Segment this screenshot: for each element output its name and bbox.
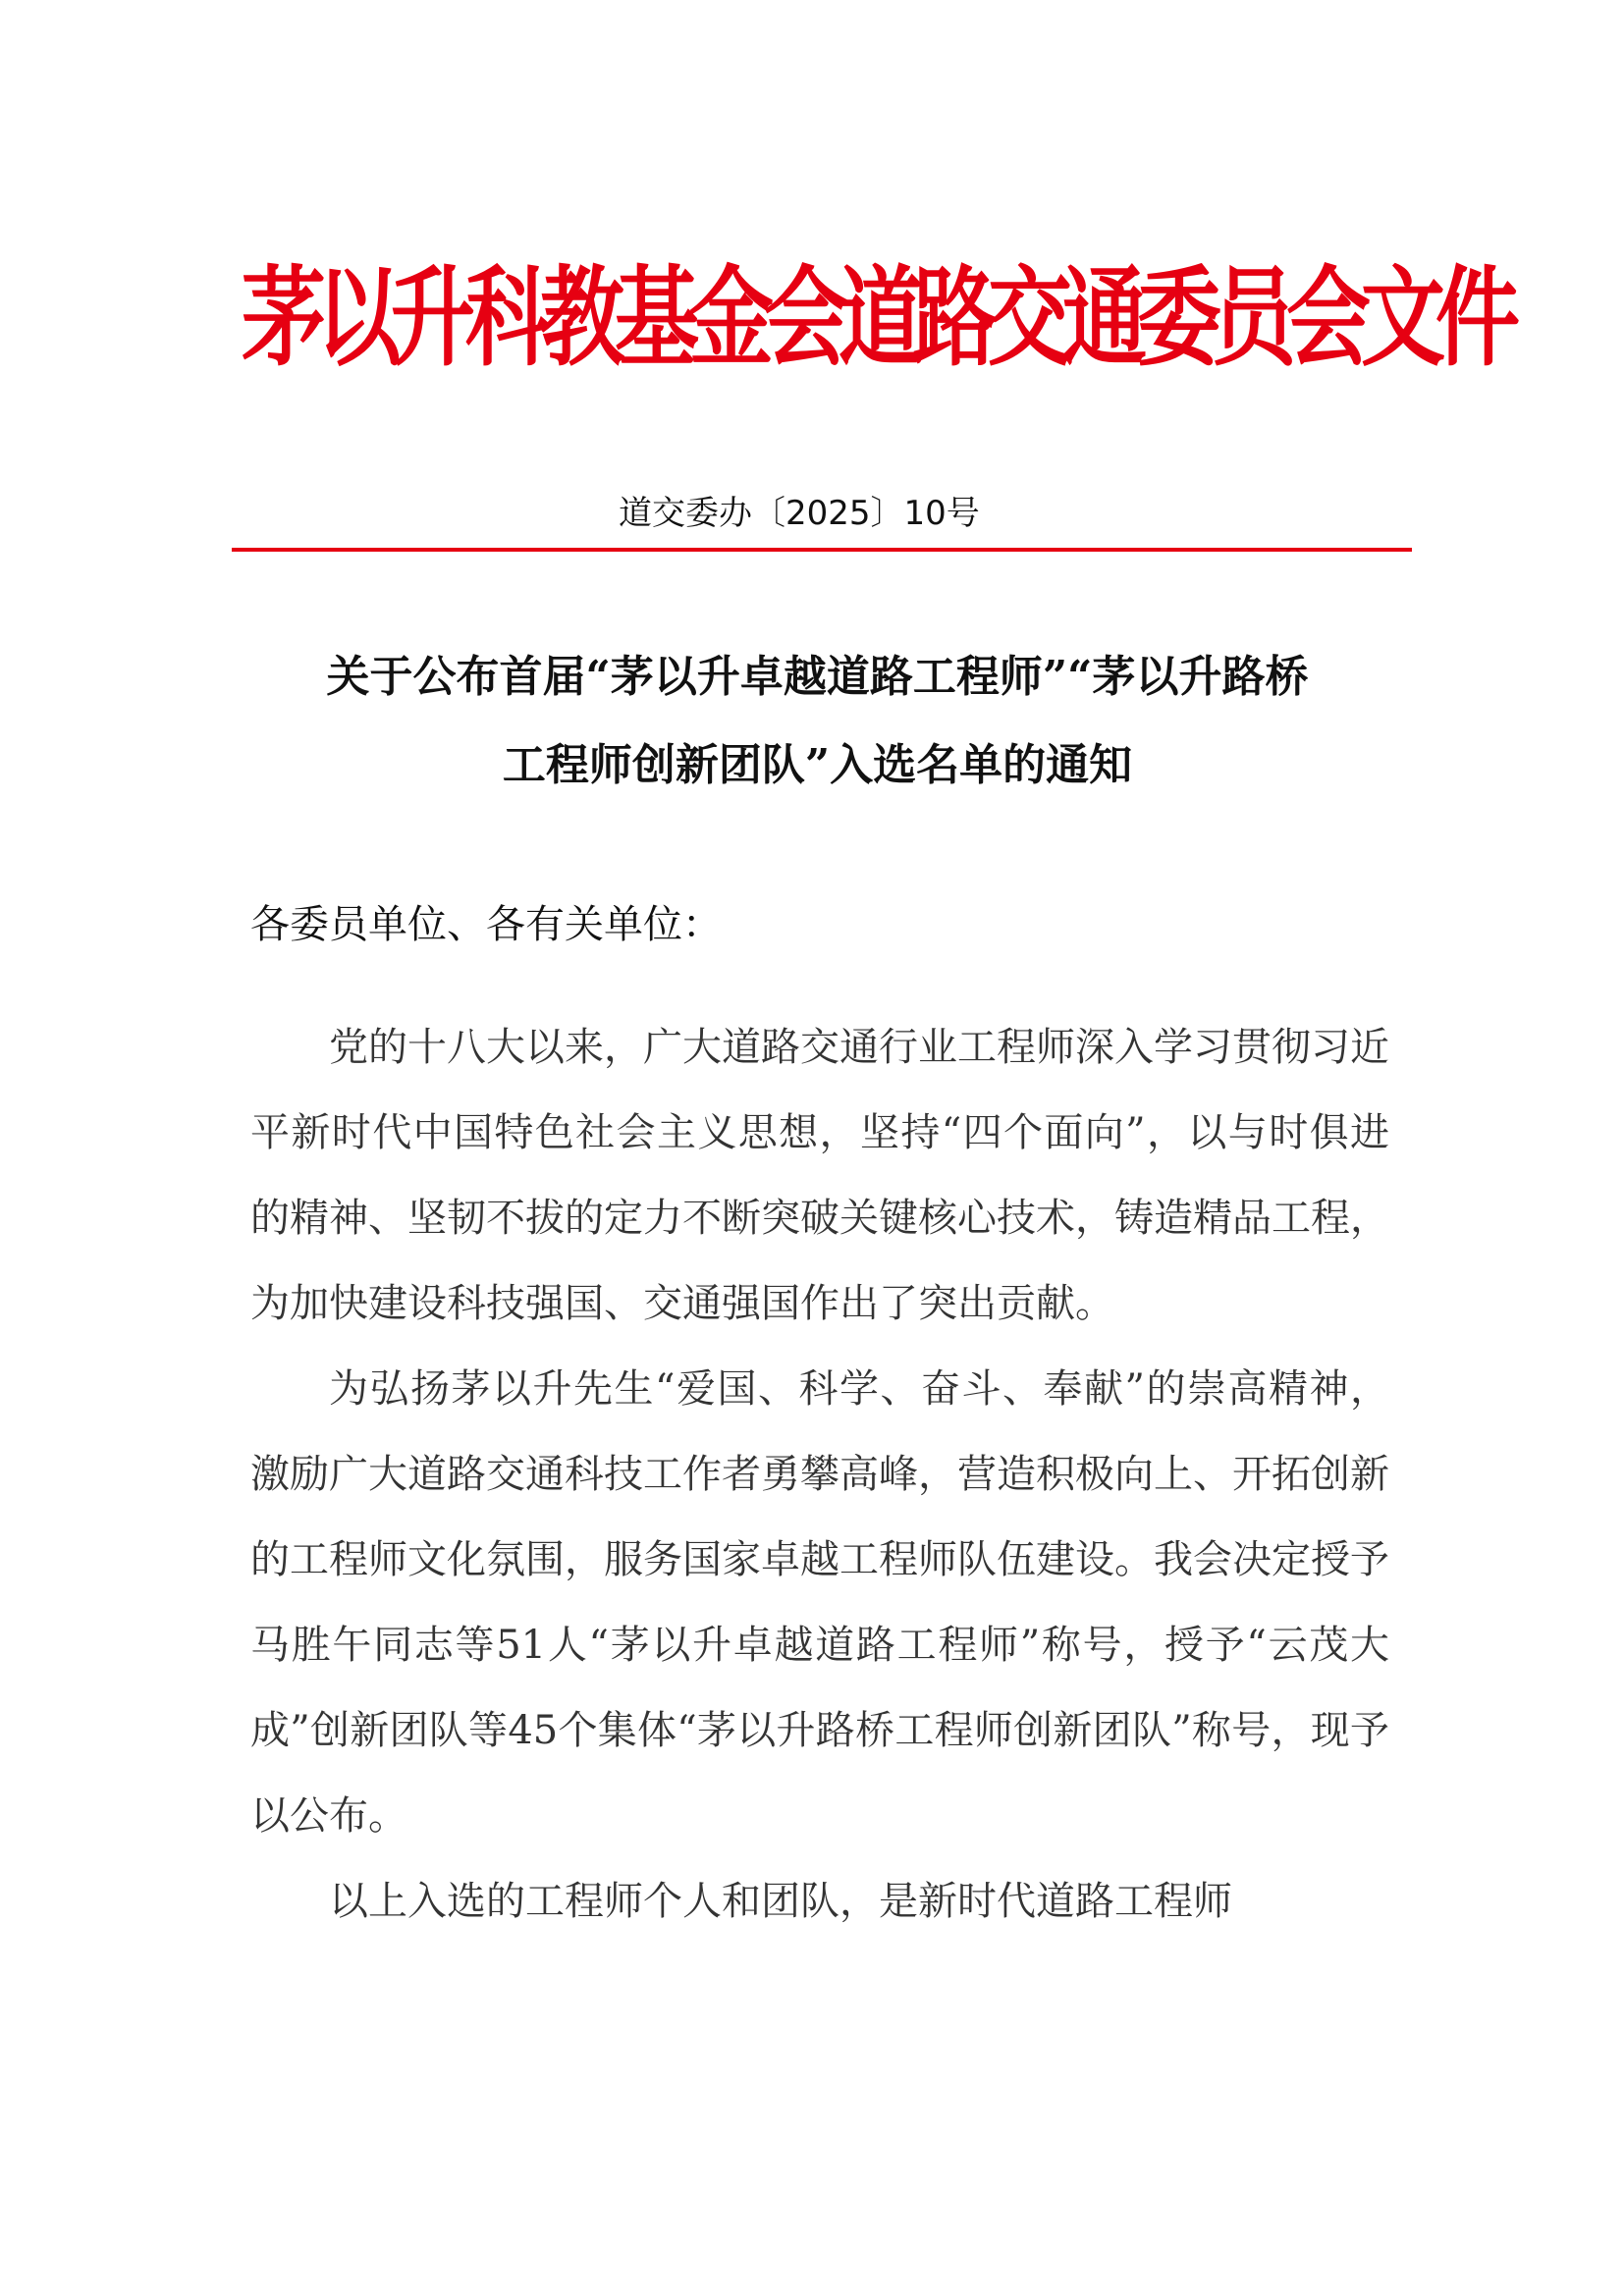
header-divider-rule	[232, 548, 1412, 552]
document-number: 道交委办〔2025〕10号	[619, 494, 980, 533]
notice-title-line-1: 关于公布首届“茅以升卓越道路工程师”“茅以升路桥	[326, 652, 1309, 702]
document-header-title: 茅以升科教基金会道路交通委员会文件	[242, 256, 1510, 383]
body-text	[250, 1005, 1389, 1945]
notice-title-line-2: 工程师创新团队”入选名单的通知	[502, 740, 1133, 790]
body-paragraph-1: 党的十八大以来，广大道路交通行业工程师深入学习贯彻习近平新时代中国特色社会主义思想，坚持“四个面向”，以与时俱进的精神、坚韧不拔的定力不断突破关键核心技术，铸造精品工程，为加快建设科技强国、交通强国作出了突出贡献。	[250, 1025, 1389, 1326]
salutation: 各委员单位、各有关单位：	[250, 902, 722, 947]
notice-title	[236, 633, 1399, 810]
body-paragraph-2: 为弘扬茅以升先生“爱国、科学、奋斗、奉献”的崇高精神，激励广大道路交通科技工作者勇攀高峰，营造积极向上、开拓创新的工程师文化氛围，服务国家卓越工程师队伍建设。我会决定授予马胜午同志等51人“茅以升卓越道路工程师”称号，授予“云茂大成”创新团队等45个集体“茅以升路桥工程师创新团队”称号，现予以公布。	[250, 1366, 1389, 1839]
body-paragraph-3: 以上入选的工程师个人和团队，是新时代道路工程师	[329, 1879, 1232, 1924]
